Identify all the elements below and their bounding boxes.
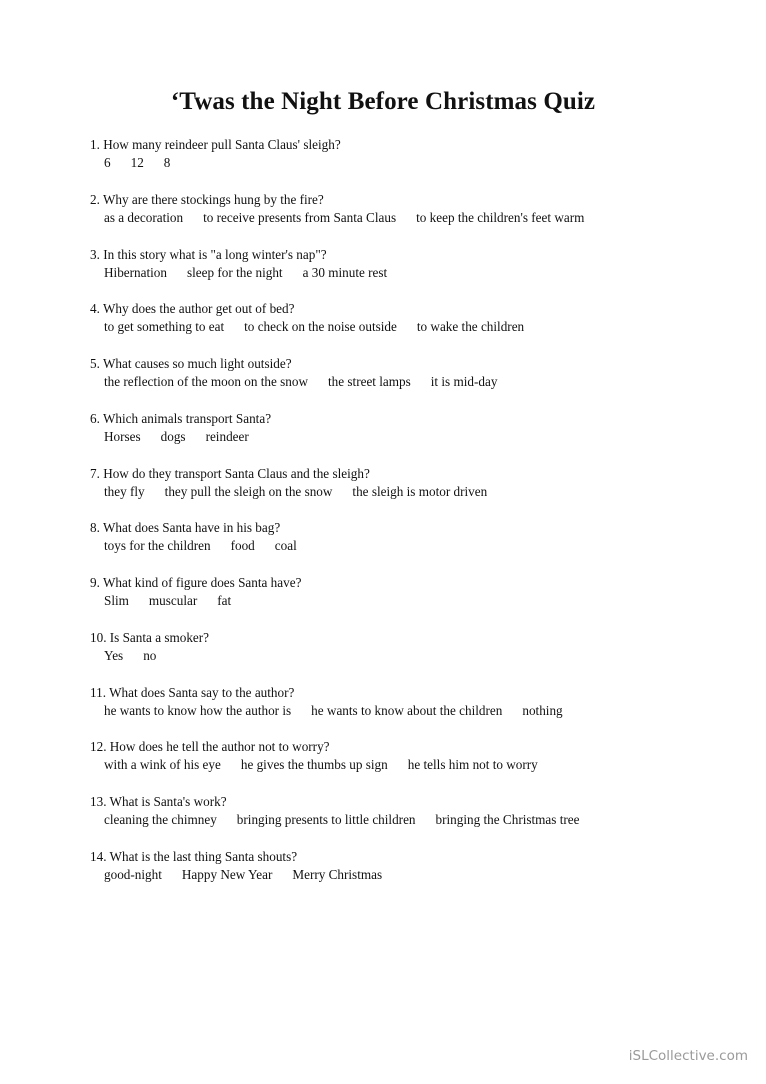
answer-option: no [143,648,157,663]
answer-option: he wants to know about the children [311,703,503,718]
question-stem: What causes so much light outside? [102,356,292,371]
question-text [90,793,599,811]
answer-options [90,647,209,665]
question-text [90,410,271,428]
answer-option: as a decoration [104,210,184,225]
answer-option: the sleigh is motor driven [352,484,488,499]
question-number: 3. [90,247,100,262]
answer-option: to receive presents from Santa Claus [203,210,397,225]
question-number: 9. [90,575,100,590]
question-stem: How many reindeer pull Santa Claus' sleigh? [103,137,341,152]
answer-options [90,209,604,227]
question-9 [90,574,301,610]
answer-option: the reflection of the moon on the snow [104,374,308,389]
answer-option: he gives the thumbs up sign [240,757,388,772]
answer-option: Horses [104,429,141,444]
answer-option: to keep the children's feet warm [416,210,585,225]
question-text [90,465,507,483]
answer-options [90,537,317,555]
question-number: 4. [90,301,100,316]
answer-option: good-night [104,867,162,882]
answer-option: Yes [104,648,124,663]
question-stem: What does Santa say to the author? [109,685,295,700]
watermark: iSLCollective.com [628,1048,748,1064]
question-4 [90,300,544,336]
answer-option: they fly [104,484,145,499]
question-stem: How does he tell the author not to worry? [109,739,330,754]
question-stem: What kind of figure does Santa have? [102,575,302,590]
question-number: 2. [90,192,100,207]
question-6 [90,410,271,446]
question-text [90,738,558,756]
question-8 [90,519,317,555]
answer-option: sleep for the night [187,265,283,280]
question-text [90,300,544,318]
question-number: 11. [90,685,106,700]
question-number: 5. [90,356,100,371]
answer-option: 8 [163,155,171,170]
question-text [90,246,407,264]
answer-option: bringing the Christmas tree [435,812,580,827]
question-stem: Is Santa a smoker? [109,630,210,645]
page-title: ‘Twas the Night Before Christmas Quiz [170,88,596,115]
answer-option: toys for the children [104,538,211,553]
question-7 [90,465,507,501]
question-stem: How do they transport Santa Claus and the sleigh? [103,466,370,481]
answer-options [90,428,271,446]
answer-options [90,154,341,172]
answer-option: muscular [148,593,198,608]
answer-option: to get something to eat [104,319,225,334]
answer-options [90,866,402,884]
question-stem: Which animals transport Santa? [102,411,272,426]
question-14 [90,848,402,884]
question-text [90,574,301,592]
answer-option: the street lamps [328,374,411,389]
answer-option: he tells him not to worry [407,757,538,772]
answer-option: 12 [130,155,144,170]
question-text [90,355,517,373]
question-stem: Why are there stockings hung by the fire? [102,192,324,207]
answer-option: dogs [160,429,186,444]
question-stem: In this story what is "a long winter's nap"? [103,247,327,262]
answer-option: to wake the children [416,319,525,334]
answer-options [90,483,507,501]
answer-option: Hibernation [104,265,167,280]
answer-option: Happy New Year [181,867,273,882]
answer-option: Merry Christmas [292,867,383,882]
question-text [90,629,209,647]
answer-options [90,373,517,391]
answer-options [90,264,407,282]
question-number: 7. [90,466,100,481]
answer-option: it is mid-day [430,374,498,389]
answer-option: to check on the noise outside [244,319,397,334]
answer-option: a 30 minute rest [302,265,388,280]
question-stem: What does Santa have in his bag? [102,520,281,535]
answer-option: nothing [522,703,563,718]
question-5 [90,355,517,391]
question-10 [90,629,209,665]
answer-option: reindeer [205,429,249,444]
question-text [90,684,583,702]
answer-options [90,756,558,774]
question-number: 12. [90,739,107,754]
answer-option: bringing presents to little children [236,812,416,827]
answer-options [90,702,583,720]
question-2 [90,191,604,227]
question-13 [90,793,599,829]
question-text [90,136,341,154]
answer-options [90,592,301,610]
question-3 [90,246,407,282]
question-stem: Why does the author get out of bed? [102,301,295,316]
question-number: 6. [90,411,100,426]
question-stem: What is the last thing Santa shouts? [109,849,298,864]
answer-options [90,318,544,336]
answer-option: they pull the sleigh on the snow [164,484,333,499]
question-text [90,519,317,537]
answer-option: 6 [104,155,111,170]
answer-option: Slim [104,593,129,608]
answer-option: he wants to know how the author is [104,703,292,718]
question-number: 13. [90,794,107,809]
question-stem: What is Santa's work? [109,794,227,809]
question-text [90,191,604,209]
answer-option: food [230,538,255,553]
question-number: 10. [90,630,107,645]
question-number: 1. [90,137,100,152]
answer-option: coal [274,538,297,553]
answer-option: with a wink of his eye [104,757,221,772]
answer-options [90,811,599,829]
question-number: 14. [90,849,107,864]
question-number: 8. [90,520,100,535]
question-1 [90,136,341,172]
question-11 [90,684,583,720]
answer-option: cleaning the chimney [104,812,217,827]
question-text [90,848,402,866]
question-12 [90,738,558,774]
answer-option: fat [217,593,232,608]
